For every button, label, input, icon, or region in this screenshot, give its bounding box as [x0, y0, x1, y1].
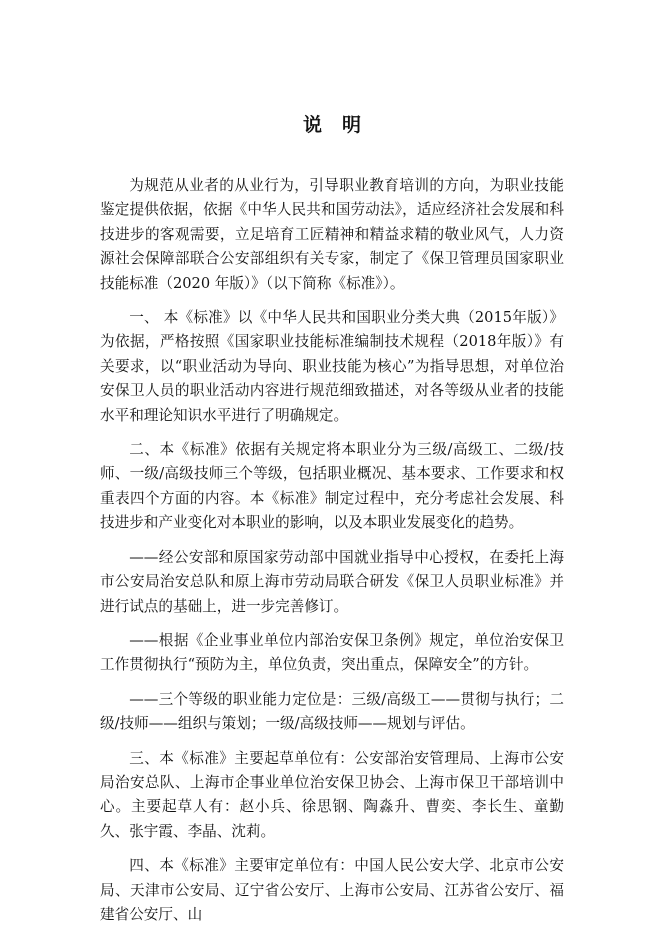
- page-title: 说明: [302, 114, 381, 136]
- paragraph-item-4: 四、本《标准》主要审定单位有：中国人民公安大学、北京市公安局、天津市公安局、辽宁省公安厅、上海市公安局、江苏省公安厅、福建省公安厅、山: [100, 857, 564, 923]
- document-body: [100, 174, 564, 927]
- paragraph-item-2: 二、本《标准》依据有关规定将本职业分为三级/高级工、二级/技师、一级/高级技师三个等级，包括职业概况、基本要求、工作要求和权重表四个方面的内容。本《标准》制定过程中，充分考虑社会发展、科技进步和产业变化对本职业的影响，以及本职业发展变化的趋势。: [100, 441, 564, 532]
- paragraph-item-3: 三、本《标准》主要起草单位有：公安部治安管理局、上海市公安局治安总队、上海市企事业单位治安保卫协会、上海市保卫干部培训中心。主要起草人有：赵小兵、徐思钢、陶淼升、曹奕、李长生、童勤久、张宇霞、李晶、沈莉。: [100, 749, 564, 840]
- paragraph-item-1: 一、 本《标准》以《中华人民共和国职业分类大典（2015年版）》为依据，严格按照《国家职业技能标准编制技术规程（2018年版）》有关要求，以“职业活动为导向、职业技能为核心”为指导思想，对单位治安保卫人员的职业活动内容进行规范细致描述，对各等级从业者的技能水平和理论知识水平进行了明确规定。: [100, 309, 564, 424]
- paragraph-note-regulation: ——根据《企业事业单位内部治安保卫条例》规定，单位治安保卫工作贯彻执行“预防为主，单位负责，突出重点，保障安全”的方针。: [100, 631, 564, 674]
- paragraph-note-levels: ——三个等级的职业能力定位是：三级/高级工——贯彻与执行；二级/技师——组织与策划；一级/高级技师——规划与评估。: [100, 690, 564, 733]
- paragraph-note-authorization: ——经公安部和原国家劳动部中国就业指导中心授权，在委托上海市公安局治安总队和原上海市劳动局联合研发《保卫人员职业标准》并进行试点的基础上，进一步完善修订。: [100, 548, 564, 615]
- paragraph-intro: 为规范从业者的从业行为，引导职业教育培训的方向，为职业技能鉴定提供依据，依据《中华人民共和国劳动法》，适应经济社会发展和科技进步的客观需要，立足培育工匠精神和精益求精的敬业风气，人力资源社会保障部联合公安部组织有关专家，制定了《保卫管理员国家职业技能标准（2020 年版）》（以下简称《标准》）。: [100, 177, 564, 292]
